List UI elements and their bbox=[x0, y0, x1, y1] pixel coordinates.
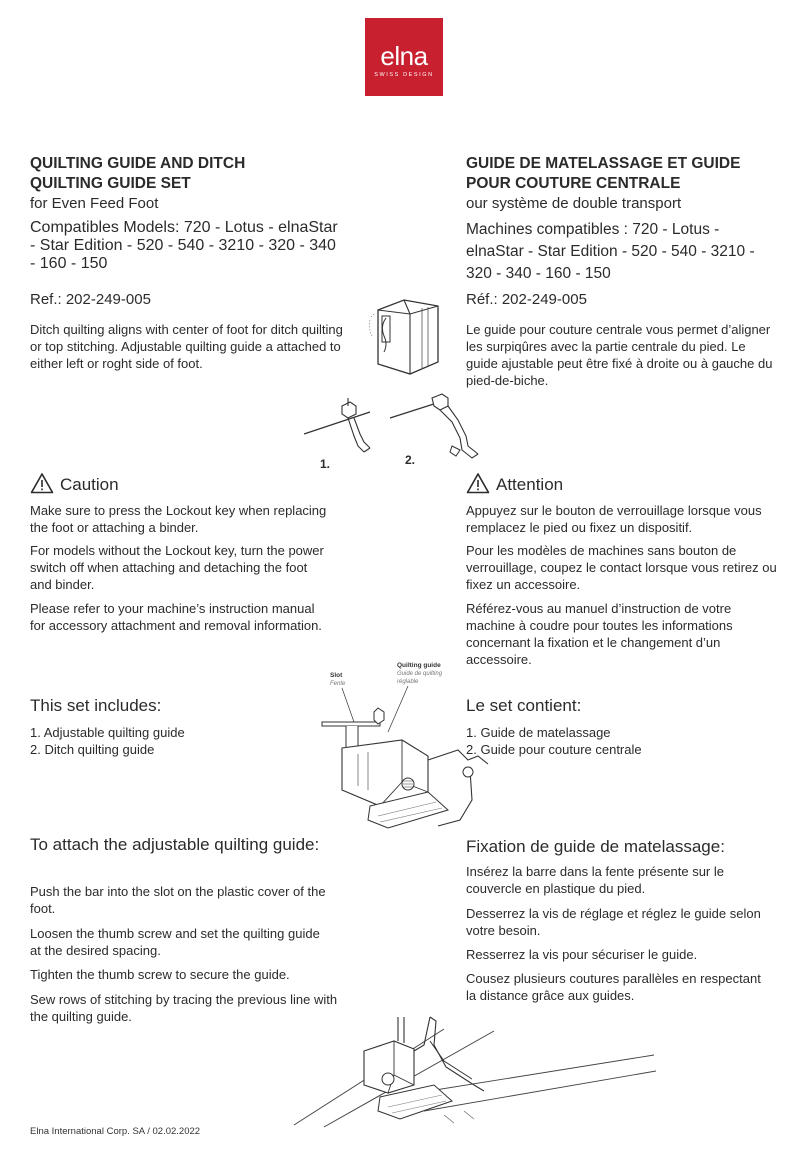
left-includes-title: This set includes: bbox=[30, 696, 162, 715]
footer-text: Elna International Corp. SA / 02.02.2022 bbox=[30, 1126, 201, 1137]
foot-cover-illustration bbox=[368, 296, 448, 378]
left-subtitle: for Even Feed Foot bbox=[30, 195, 159, 212]
left-ref: Ref.: 202-249-005 bbox=[30, 291, 151, 308]
left-caution-p3: Please refer to your machine’s instruction manual for accessory attachment and removal information. bbox=[30, 601, 322, 633]
ditch-quilting-guide-part bbox=[304, 398, 370, 452]
left-caution-title: Caution bbox=[60, 475, 119, 494]
left-caution-p1: Make sure to press the Lockout key when replacing the foot or attaching a binder. bbox=[30, 503, 327, 535]
left-attach-p2: Loosen the thumb screw and set the quilting guide at the desired spacing. bbox=[30, 926, 320, 958]
right-title-line2: POUR COUTURE CENTRALE bbox=[466, 175, 681, 192]
left-attach-p1: Push the bar into the slot on the plastic cover of the foot. bbox=[30, 884, 326, 916]
adjustable-quilting-guide-part bbox=[390, 394, 478, 458]
right-caution-p2: Pour les modèles de machines sans bouton de verrouillage, coupez le contact lorsque vous retirez ou fixez un accessoire. bbox=[466, 543, 777, 592]
list-item: 2. Ditch quilting guide bbox=[30, 742, 155, 757]
right-caution-p3: Référez-vous au manuel d’instruction de votre machine à coudre pour toutes les informations concernant la fixation et le changement d’un accessoire. bbox=[466, 601, 733, 667]
left-attach-p3: Tighten the thumb screw to secure the guide. bbox=[30, 967, 290, 982]
left-description: Ditch quilting aligns with center of foot for ditch quilting or top stitching. Adjustable quilting guide a attached to either left or roght side of foot. bbox=[30, 322, 343, 371]
right-caution-p1: Appuyez sur le bouton de verrouillage lorsque vous remplacez le pied ou fixez un dispositif. bbox=[466, 503, 762, 535]
right-attach-title: Fixation de guide de matelassage: bbox=[466, 837, 725, 856]
left-title-block bbox=[30, 154, 348, 214]
right-attach-p4: Cousez plusieurs coutures parallèles en respectant la distance grâce aux guides. bbox=[466, 971, 761, 1003]
list-item: 1. Guide de matelassage bbox=[466, 725, 611, 740]
right-title-line1: GUIDE DE MATELASSAGE ET GUIDE bbox=[466, 155, 741, 172]
right-caution-title: Attention bbox=[496, 475, 564, 494]
right-title-block bbox=[466, 154, 786, 214]
right-subtitle: our système de double transport bbox=[466, 195, 682, 212]
left-caution-p2: For models without the Lockout key, turn the power switch off when attaching and detaching the foot and binder. bbox=[30, 543, 324, 592]
part-label-1: 1. bbox=[320, 457, 331, 471]
list-item: 2. Guide pour couture centrale bbox=[466, 742, 642, 757]
callout-guide-fr2: réglable bbox=[397, 679, 419, 685]
left-includes-list bbox=[30, 724, 348, 758]
logo-tagline: SWISS DESIGN bbox=[374, 72, 434, 78]
callout-guide-en: Quilting guide bbox=[397, 662, 441, 669]
left-attach-p4: Sew rows of stitching by tracing the previous line with the quilting guide. bbox=[30, 992, 338, 1024]
left-title-line2: QUILTING GUIDE SET bbox=[30, 175, 191, 192]
right-caution-heading bbox=[466, 472, 784, 500]
callout-guide-fr1: Guide de quilting bbox=[397, 671, 443, 677]
left-caution-heading bbox=[30, 472, 348, 500]
right-description: Le guide pour couture centrale vous permet d’aligner les surpiqûres avec la partie centrale du pied. Le guide ajustable peut être fixé à droite ou à gauche du pied-de-biche. bbox=[466, 322, 773, 388]
right-includes-list bbox=[466, 724, 784, 758]
callout-slot-fr: Fente bbox=[330, 681, 346, 687]
right-attach-p3: Resserrez la vis pour sécuriser le guide. bbox=[466, 947, 698, 962]
elna-logo bbox=[365, 18, 443, 96]
callout-slot-en: Slot bbox=[330, 672, 343, 679]
left-attach-title: To attach the adjustable quilting guide: bbox=[30, 835, 320, 854]
right-ref: Réf.: 202-249-005 bbox=[466, 291, 587, 308]
sewing-rows-illustration bbox=[284, 1015, 664, 1135]
guides-parts-illustration bbox=[300, 392, 485, 472]
right-models: Machines compatibles : 720 - Lotus - elnaStar - Star Edition - 520 - 540 - 3210 - 320 - 340 - 160 - 150 bbox=[466, 221, 755, 282]
part-label-2: 2. bbox=[405, 453, 416, 467]
right-attach-p2: Desserrez la vis de réglage et réglez le guide selon votre besoin. bbox=[466, 906, 761, 938]
warning-icon bbox=[466, 472, 490, 500]
warning-icon bbox=[30, 472, 54, 500]
left-title-line1: QUILTING GUIDE AND DITCH bbox=[30, 155, 246, 172]
logo-wordmark: elna bbox=[380, 41, 428, 71]
list-item: 1. Adjustable quilting guide bbox=[30, 725, 185, 740]
attachment-diagram bbox=[318, 660, 498, 835]
right-attach-p1: Insérez la barre dans la fente présente sur le couvercle en plastique du pied. bbox=[466, 864, 724, 896]
left-models: Compatibles Models: 720 - Lotus - elnaStar - Star Edition - 520 - 540 - 3210 - 320 - 340 - 160 - 150 bbox=[30, 219, 338, 272]
right-includes-title: Le set contient: bbox=[466, 696, 582, 715]
